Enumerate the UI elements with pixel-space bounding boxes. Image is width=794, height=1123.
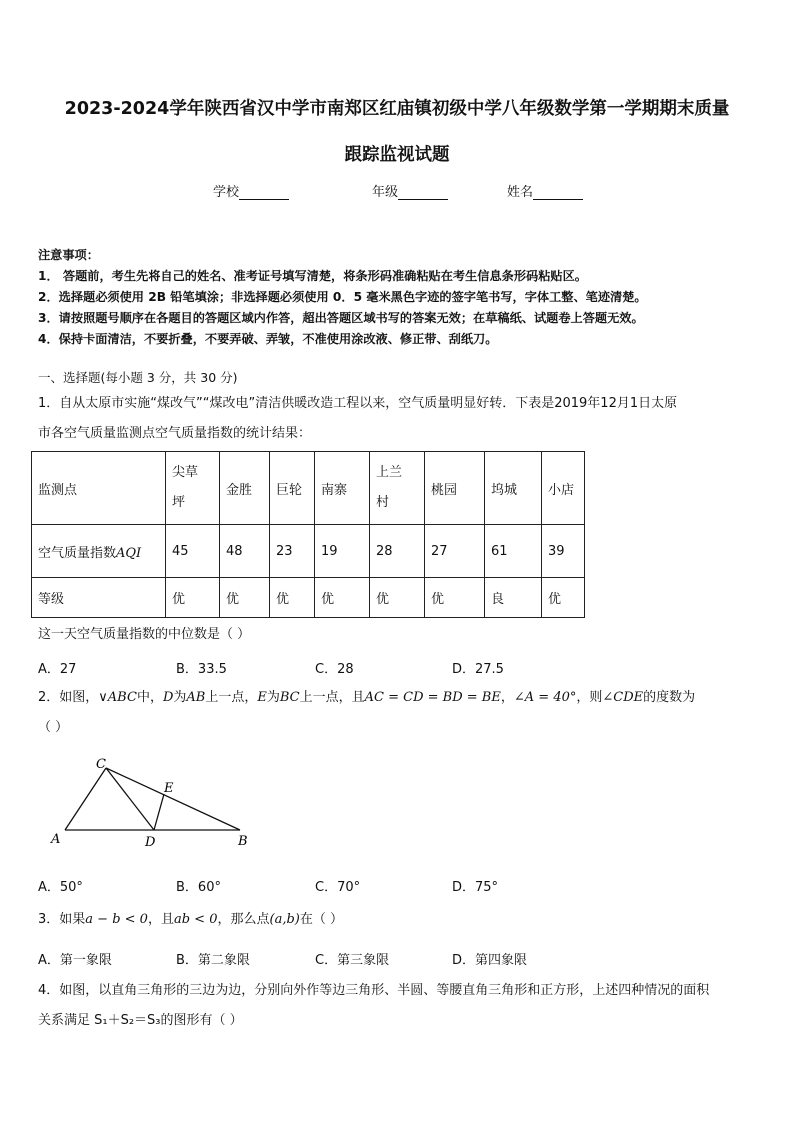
aqi-cell: 48 <box>220 525 270 578</box>
notes-item-1: 1． 答题前，考生先将自己的姓名、准考证号填写清楚，将条形码准确粘贴在考生信息条形码粘贴区。 <box>38 269 587 283</box>
q1-line-1: 1．自从太原市实施“煤改气”“煤改电”清洁供暖改造工程以来，空气质量明显好转．下表是2019年12月1日太原 <box>38 396 678 411</box>
q2-line-1: 2．如图，∨ABC中，D为AB上一点，E为BC上一点，且AC = CD = BD = BE，∠A = 40°，则∠CDE的度数为 <box>38 690 696 705</box>
triangle-figure <box>40 752 270 852</box>
station-cell: 桃园 <box>425 452 485 525</box>
q2-text <box>38 683 760 743</box>
q1-text <box>38 389 760 449</box>
q3-option-a[interactable]: A．第一象限 <box>38 953 112 968</box>
q3-text: 3．如果a − b < 0，且ab < 0，那么点(a,b)在（ ） <box>38 912 343 927</box>
grade-cell: 良 <box>485 578 542 618</box>
q2-option-b[interactable]: B．60° <box>176 880 221 895</box>
aqi-cell: 23 <box>270 525 315 578</box>
station-cell: 上兰 村 <box>370 452 425 525</box>
notes-item-2: 2．选择题必须使用 2B 铅笔填涂；非选择题必须使用 0．5 毫米黑色字迹的签字笔书写，字体工整、笔迹清楚。 <box>38 290 647 304</box>
label-e: E <box>164 781 174 796</box>
notes-heading: 注意事项： <box>38 248 99 262</box>
q2-option-a[interactable]: A．50° <box>38 880 83 895</box>
label-a: A <box>51 832 61 847</box>
school-field[interactable] <box>213 181 289 200</box>
aqi-cell: 45 <box>166 525 220 578</box>
segment-ac <box>65 768 106 830</box>
q3-option-b[interactable]: B．第二象限 <box>176 953 250 968</box>
label-b: B <box>238 834 248 849</box>
title-line-1: 2023-2024学年陕西省汉中学市南郑区红庙镇初级中学八年级数学第一学期期末质量 <box>64 99 730 119</box>
aqi-table <box>31 451 585 618</box>
segment-cd <box>106 768 154 830</box>
grade-blank[interactable] <box>398 186 448 200</box>
name-blank[interactable] <box>533 186 583 200</box>
station-cell: 巨轮 <box>270 452 315 525</box>
q1-option-b[interactable]: B．33.5 <box>176 662 227 677</box>
q3-option-c[interactable]: C．第三象限 <box>315 953 390 968</box>
q1-option-d[interactable]: D．27.5 <box>452 662 504 677</box>
grade-cell: 优 <box>370 578 425 618</box>
aqi-cell: 19 <box>315 525 370 578</box>
q2-line-2: （ ） <box>38 720 69 735</box>
name-label: 姓名 <box>507 185 534 200</box>
row-header-aqi: 空气质量指数AQI <box>32 525 166 578</box>
station-cell: 南寨 <box>315 452 370 525</box>
station-cell: 小店 <box>542 452 585 525</box>
school-blank[interactable] <box>239 186 289 200</box>
label-d: D <box>145 835 156 850</box>
notes-item-4: 4．保持卡面清洁，不要折叠，不要弄破、弄皱，不准使用涂改液、修正带、刮纸刀。 <box>38 332 498 346</box>
page-title <box>30 86 764 178</box>
q1-question: 这一天空气质量指数的中位数是（ ） <box>38 627 251 642</box>
q4-text <box>38 976 760 1036</box>
q4-line-2: 关系满足 S₁＋S₂＝S₃的图形有（ ） <box>38 1013 243 1028</box>
grade-cell: 优 <box>220 578 270 618</box>
table-row-grade <box>32 578 585 618</box>
segment-cb <box>106 768 240 830</box>
q2-option-d[interactable]: D．75° <box>452 880 499 895</box>
grade-cell: 优 <box>542 578 585 618</box>
grade-cell: 优 <box>166 578 220 618</box>
aqi-cell: 39 <box>542 525 585 578</box>
notes-item-3: 3．请按照题号顺序在各题目的答题区域内作答，超出答题区域书写的答案无效；在草稿纸、试题卷上答题无效。 <box>38 311 644 325</box>
q4-line-1: 4．如图，以直角三角形的三边为边，分别向外作等边三角形、半圆、等腰直角三角形和正方形，上述四种情况的面积 <box>38 983 710 998</box>
grade-cell: 优 <box>270 578 315 618</box>
q1-option-a[interactable]: A．27 <box>38 662 77 677</box>
grade-cell: 优 <box>315 578 370 618</box>
notes-section <box>38 245 647 350</box>
station-cell: 尖草 坪 <box>166 452 220 525</box>
school-label: 学校 <box>213 185 240 200</box>
grade-label: 年级 <box>372 185 399 200</box>
label-c: C <box>96 757 106 772</box>
table-row-aqi <box>32 525 585 578</box>
q3-option-d[interactable]: D．第四象限 <box>452 953 528 968</box>
station-cell: 金胜 <box>220 452 270 525</box>
grade-field[interactable] <box>372 181 448 200</box>
aqi-cell: 27 <box>425 525 485 578</box>
row-header-grade: 等级 <box>32 578 166 618</box>
station-cell: 坞城 <box>485 452 542 525</box>
q2-option-c[interactable]: C．70° <box>315 880 361 895</box>
grade-cell: 优 <box>425 578 485 618</box>
table-row-stations <box>32 452 585 525</box>
q1-option-c[interactable]: C．28 <box>315 662 354 677</box>
segment-de <box>154 794 164 830</box>
q1-line-2: 市各空气质量监测点空气质量指数的统计结果： <box>38 426 312 441</box>
title-line-2: 跟踪监视试题 <box>344 145 450 165</box>
section-heading: 一、选择题(每小题 3 分，共 30 分) <box>38 370 238 385</box>
row-header-station: 监测点 <box>32 452 166 525</box>
name-field[interactable] <box>507 181 583 200</box>
aqi-cell: 61 <box>485 525 542 578</box>
aqi-cell: 28 <box>370 525 425 578</box>
